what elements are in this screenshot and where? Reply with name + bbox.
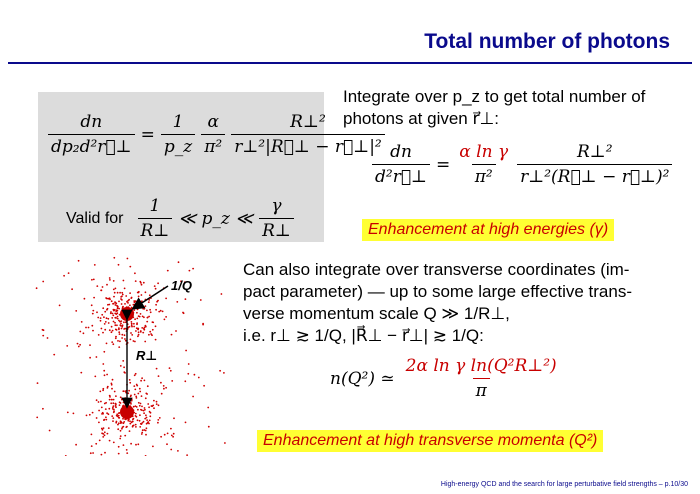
eq1-f1-den: p_z	[161, 134, 195, 157]
integrate-pz-text: Integrate over p_z to get total number of photons at given r⃗⊥:	[343, 87, 646, 128]
eq2-fraction-1	[456, 142, 511, 187]
valid-f2-den: R⊥	[259, 218, 294, 241]
eq2-f1-den: π²	[472, 164, 496, 187]
eq1-equals: =	[140, 124, 155, 145]
valid-f1-num: 1	[149, 196, 161, 216]
eq3-num: 2α ln γ ln(Q²R⊥²)	[405, 356, 557, 376]
eq1-fraction-2	[201, 112, 225, 157]
label-r-perp: R⊥	[136, 348, 158, 363]
para2-line-3: verse momentum scale Q ≫ 1/R⊥,	[243, 304, 510, 323]
validity-condition	[66, 196, 294, 241]
highlight-transverse-momenta: Enhancement at high transverse momenta (Q²)	[257, 430, 603, 452]
transverse-integration-text	[243, 259, 663, 347]
eq2-f2-den: r⊥²(R⃗⊥ − r⃗⊥)²	[517, 164, 672, 187]
eq1-f1-num: 1	[172, 112, 184, 132]
valid-math	[138, 196, 294, 241]
charge-separation-svg	[28, 256, 228, 456]
eq1-f2-num: α	[207, 112, 219, 132]
eq2-lhs-fraction	[372, 142, 430, 187]
eq2-f1-num: α ln γ	[459, 142, 509, 162]
eq3-den: π	[473, 378, 490, 401]
valid-f1-den: R⊥	[138, 218, 173, 241]
photon-cloud	[36, 257, 226, 456]
integrated-spectrum-equation	[372, 142, 672, 187]
eq1-fraction-1	[161, 112, 195, 157]
eq1-f3-num: R⊥²	[290, 112, 326, 132]
valid-mid: ≪ p_z ≪	[178, 208, 254, 229]
eq1-lhs-num: dn	[80, 112, 103, 132]
eq2-fraction-2	[517, 142, 672, 187]
valid-label: Valid for	[66, 209, 124, 227]
eq3-fraction	[403, 356, 560, 401]
eq2-f2-num: R⊥²	[576, 142, 613, 162]
lower-charge	[120, 405, 134, 419]
label-1-over-q: 1/Q	[171, 278, 192, 293]
eq1-f2-den: π²	[201, 134, 225, 157]
eq2-lhs-num: dn	[390, 142, 412, 162]
eq1-f3-den: r⊥²|R⃗⊥ − r⃗⊥|²	[231, 134, 385, 157]
valid-fraction-1	[138, 196, 173, 241]
photon-number-equation	[330, 356, 560, 401]
highlight-high-energies: Enhancement at high energies (γ)	[362, 219, 614, 241]
eq3-lhs: n(Q²) ≃	[330, 368, 395, 389]
photon-spectrum-equation	[48, 112, 385, 157]
eq2-equals: =	[436, 154, 451, 175]
para2-line-1: Can also integrate over transverse coordinates (im-	[243, 260, 630, 279]
charge-separation-diagram	[28, 256, 228, 456]
slide-title: Total number of photons	[424, 30, 670, 53]
slide-footer: High-energy QCD and the search for large perturbative field strengths – p.10/30	[440, 481, 688, 488]
eq1-lhs-den: dp₂d²r⃗⊥	[48, 134, 135, 157]
para2-line-4: i.e. r⊥ ≳ 1/Q, |R⃗⊥ − r⃗⊥| ≳ 1/Q:	[243, 326, 484, 345]
valid-fraction-2	[259, 196, 294, 241]
eq2-lhs-den: d²r⃗⊥	[372, 164, 430, 187]
valid-f2-num: γ	[271, 196, 282, 216]
title-rule	[8, 62, 692, 64]
para2-line-2: pact parameter) — up to some large effective trans-	[243, 282, 632, 301]
eq1-lhs-fraction	[48, 112, 135, 157]
